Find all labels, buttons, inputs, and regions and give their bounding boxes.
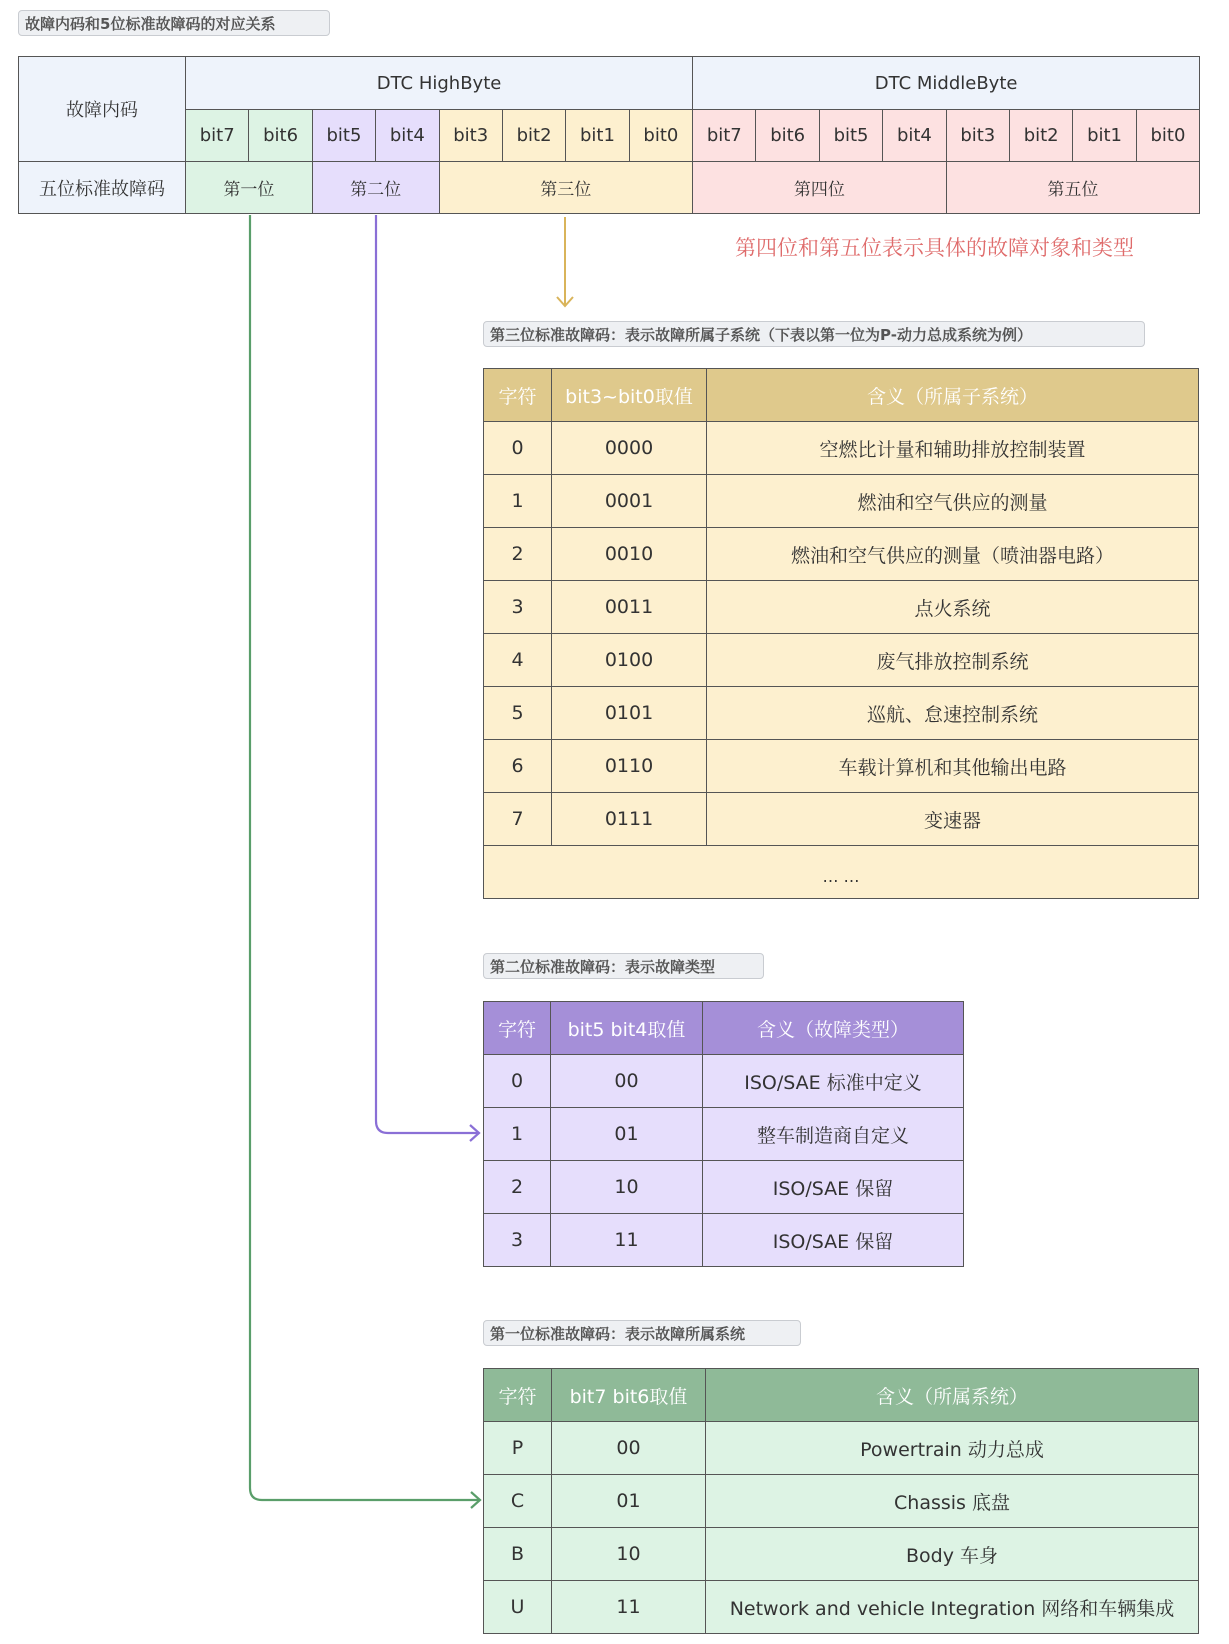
high-bit-cell: bit7 (186, 110, 249, 162)
meaning-cell: ISO/SAE 保留 (703, 1214, 964, 1267)
high-bit-cell: bit6 (249, 110, 312, 162)
meaning-cell: Body 车身 (706, 1528, 1199, 1581)
meaning-cell: 空燃比计量和辅助排放控制装置 (707, 422, 1199, 475)
second-digit-label: 第二位标准故障码：表示故障类型 (483, 953, 764, 979)
digit-5-cell: 第五位 (946, 162, 1200, 214)
table-row (484, 1528, 1199, 1581)
meaning-cell: 整车制造商自定义 (703, 1108, 964, 1161)
purple-arrow-icon (376, 215, 479, 1141)
bits-cell: 0110 (552, 740, 707, 793)
bits-cell: 00 (551, 1055, 703, 1108)
bits-cell: 11 (552, 1581, 706, 1634)
bits-cell: 0010 (552, 528, 707, 581)
meaning-cell: 燃油和空气供应的测量 (707, 475, 1199, 528)
col-header-char: 字符 (484, 369, 552, 422)
dtc-highbyte-header: DTC HighByte (186, 57, 693, 110)
table-row (484, 475, 1199, 528)
digit-4-cell: 第四位 (693, 162, 947, 214)
middle-bit-cell: bit1 (1073, 110, 1136, 162)
char-cell: 0 (484, 1055, 551, 1108)
standard-code-header: 五位标准故障码 (19, 162, 186, 214)
char-cell: U (484, 1581, 552, 1634)
table-row (484, 581, 1199, 634)
table-row (484, 1055, 964, 1108)
table-row (484, 1475, 1199, 1528)
bits-cell: 0111 (552, 793, 707, 846)
col-header-bits: bit5 bit4取值 (551, 1002, 703, 1055)
table-row (484, 422, 1199, 475)
digit-1-cell: 第一位 (186, 162, 313, 214)
meaning-cell: 巡航、怠速控制系统 (707, 687, 1199, 740)
bits-cell: 10 (551, 1161, 703, 1214)
middle-bit-cell: bit3 (946, 110, 1009, 162)
col-header-bits: bit7 bit6取值 (552, 1369, 706, 1422)
meaning-cell: Powertrain 动力总成 (706, 1422, 1199, 1475)
ellipsis-row (484, 846, 1199, 899)
bits-cell: 01 (551, 1108, 703, 1161)
meaning-cell: 变速器 (707, 793, 1199, 846)
high-bit-cell: bit2 (502, 110, 565, 162)
bits-cell: 0011 (552, 581, 707, 634)
table-row (484, 1422, 1199, 1475)
middle-bit-cell: bit0 (1136, 110, 1199, 162)
middle-bit-cell: bit4 (883, 110, 946, 162)
bits-cell: 0000 (552, 422, 707, 475)
col-header-meaning: 含义（故障类型） (703, 1002, 964, 1055)
bits-cell: 0101 (552, 687, 707, 740)
meaning-cell: 废气排放控制系统 (707, 634, 1199, 687)
col-header-bits: bit3~bit0取值 (552, 369, 707, 422)
high-bit-cell: bit0 (629, 110, 692, 162)
internal-code-header: 故障内码 (19, 57, 186, 162)
third-digit-table (483, 368, 1199, 899)
meaning-cell: ISO/SAE 保留 (703, 1161, 964, 1214)
digit-3-cell: 第三位 (439, 162, 693, 214)
first-digit-label: 第一位标准故障码：表示故障所属系统 (483, 1320, 801, 1346)
ellipsis-cell: … … (484, 846, 1199, 899)
high-bit-cell: bit3 (439, 110, 502, 162)
char-cell: 1 (484, 475, 552, 528)
table-row (484, 1214, 964, 1267)
char-cell: 4 (484, 634, 552, 687)
table-row (484, 687, 1199, 740)
first-digit-table (483, 1368, 1199, 1634)
meaning-cell: 燃油和空气供应的测量（喷油器电路） (707, 528, 1199, 581)
char-cell: 3 (484, 1214, 551, 1267)
char-cell: P (484, 1422, 552, 1475)
meaning-cell: Chassis 底盘 (706, 1475, 1199, 1528)
diagram-title: 故障内码和5位标准故障码的对应关系 (18, 10, 330, 36)
table-row (484, 634, 1199, 687)
col-header-meaning: 含义（所属系统） (706, 1369, 1199, 1422)
bits-cell: 00 (552, 1422, 706, 1475)
bits-cell: 0001 (552, 475, 707, 528)
char-cell: 6 (484, 740, 552, 793)
middle-bit-cell: bit7 (693, 110, 756, 162)
col-header-meaning: 含义（所属子系统） (707, 369, 1199, 422)
char-cell: C (484, 1475, 552, 1528)
digit-4-5-note: 第四位和第五位表示具体的故障对象和类型 (735, 236, 1134, 260)
middle-bit-cell: bit6 (756, 110, 819, 162)
meaning-cell: ISO/SAE 标准中定义 (703, 1055, 964, 1108)
digit-2-cell: 第二位 (312, 162, 439, 214)
char-cell: B (484, 1528, 552, 1581)
third-digit-label: 第三位标准故障码：表示故障所属子系统（下表以第一位为P-动力总成系统为例） (483, 321, 1145, 347)
bits-cell: 01 (552, 1475, 706, 1528)
col-header-char: 字符 (484, 1369, 552, 1422)
col-header-char: 字符 (484, 1002, 551, 1055)
table-row (484, 1161, 964, 1214)
second-digit-table (483, 1001, 964, 1267)
bits-cell: 0100 (552, 634, 707, 687)
green-arrow-icon (250, 215, 480, 1508)
char-cell: 2 (484, 528, 552, 581)
char-cell: 3 (484, 581, 552, 634)
char-cell: 1 (484, 1108, 551, 1161)
meaning-cell: Network and vehicle Integration 网络和车辆集成 (706, 1581, 1199, 1634)
high-bit-cell: bit4 (376, 110, 439, 162)
char-cell: 5 (484, 687, 552, 740)
yellow-arrow-icon (557, 217, 573, 306)
char-cell: 2 (484, 1161, 551, 1214)
bits-cell: 11 (551, 1214, 703, 1267)
high-bit-cell: bit5 (312, 110, 375, 162)
table-row (484, 740, 1199, 793)
dtc-middlebyte-header: DTC MiddleByte (693, 57, 1200, 110)
meaning-cell: 点火系统 (707, 581, 1199, 634)
table-row (484, 1108, 964, 1161)
char-cell: 7 (484, 793, 552, 846)
middle-bit-cell: bit2 (1009, 110, 1072, 162)
meaning-cell: 车载计算机和其他输出电路 (707, 740, 1199, 793)
table-row (484, 793, 1199, 846)
high-bit-cell: bit1 (566, 110, 629, 162)
middle-bit-cell: bit5 (819, 110, 882, 162)
table-row (484, 528, 1199, 581)
bits-cell: 10 (552, 1528, 706, 1581)
table-row (484, 1581, 1199, 1634)
char-cell: 0 (484, 422, 552, 475)
